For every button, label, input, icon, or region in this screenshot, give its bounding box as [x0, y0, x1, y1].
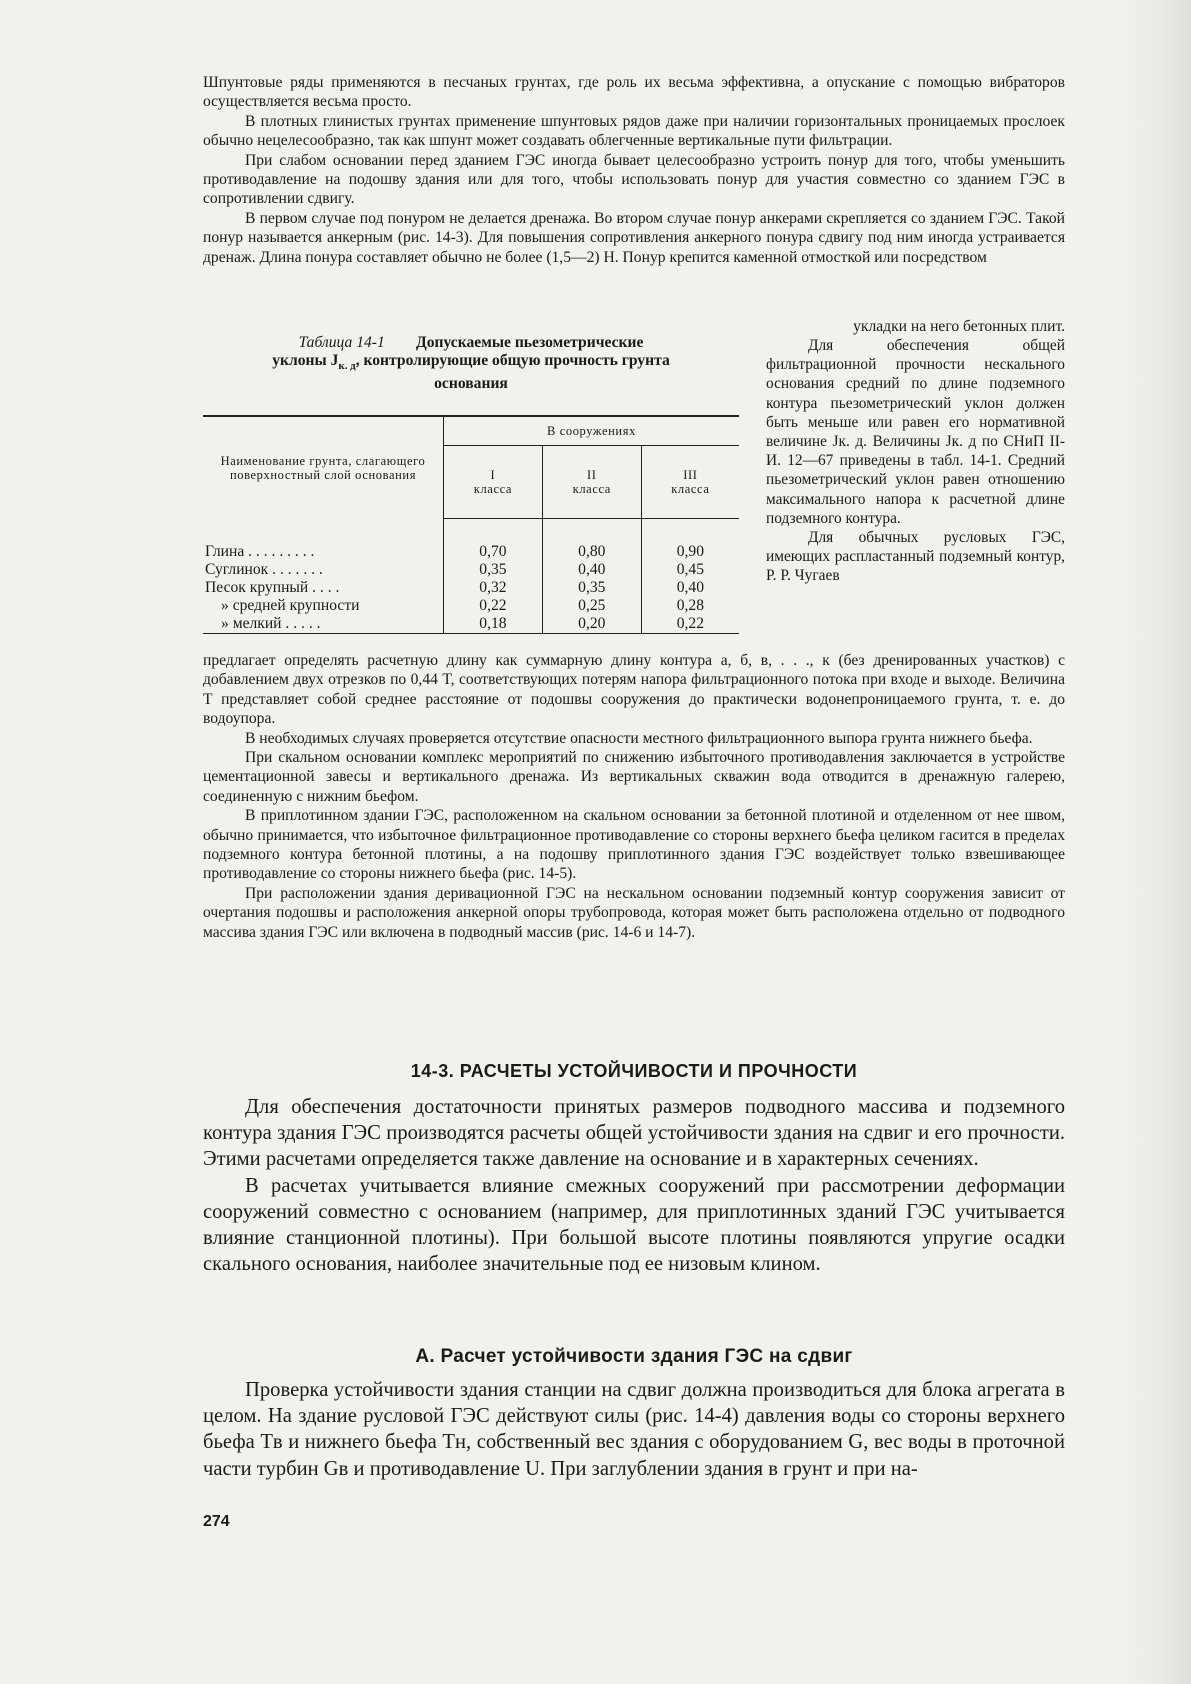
class-header: II класса — [542, 446, 641, 519]
caption-line: , контролирующие общую прочность грунта — [355, 352, 670, 369]
table-row: Суглинок . . . . . . . 0,35 0,40 0,45 — [203, 561, 739, 579]
table-row: Песок крупный . . . . 0,32 0,35 0,40 — [203, 579, 739, 597]
paragraph: В расчетах учитывается влияние смежных сооружений при рассмотрении деформации сооружений совместно с основанием (например, для приплотинных зданий ГЭС учитывается влияние станционной плотины). При большой высоте плотины появляются упругие осадки скального основания, наиболее значительные под ее низовым клином. — [203, 1174, 1065, 1276]
scan-edge-shadow — [1121, 0, 1191, 1684]
paragraph: Проверка устойчивости здания станции на сдвиг должна производиться для блока агрегата в целом. На здание русловой ГЭС действуют силы (рис. 14-4) давления воды со стороны верхнего бьефа Tв и нижнего бьефа Tн, собственный вес здания с оборудованием G, вес воды в проточной части турбин Gв и противодавление U. При заглублении здания в грунт и при на- — [203, 1379, 1065, 1480]
paragraph: При слабом основании перед зданием ГЭС иногда бывает целесообразно устроить понур для того, чтобы уменьшить противодавление на подошву здания или для того, чтобы использовать понур для участия совместно со зданием ГЭС в сопротивлении сдвигу. — [203, 151, 1065, 208]
paragraph: Для обеспечения достаточности принятых размеров подводного массива и подземного контура здания ГЭС производятся расчеты общей устойчивости здания на сдвиг и его прочности. Этими расчетами определяется также давление на основание и в характерных сечениях. — [203, 1096, 1065, 1171]
paragraph: Шпунтовые ряды применяются в песчаных грунтах, где роль их весьма эффективна, а опускание с помощью вибраторов осуществляется весьма просто. — [203, 74, 1065, 111]
subsection-heading: А. Расчет устойчивости здания ГЭС на сдвиг — [415, 1346, 853, 1367]
intro-text — [203, 73, 1065, 267]
class-header: III класса — [641, 446, 739, 519]
table-label: Таблица 14-1 — [298, 334, 385, 351]
section-heading: 14-3. РАСЧЕТЫ УСТОЙЧИВОСТИ И ПРОЧНОСТИ — [410, 1061, 858, 1081]
body-text — [203, 651, 1065, 942]
page-number: 274 — [203, 1513, 230, 1530]
paragraph: В первом случае под понуром не делается дренажа. Во втором случае понур анкерами скрепляется со зданием ГЭС. Такой понур называется анкерным (рис. 14-3). Для повышения сопротивления анкерного понура сдвигу под ним иногда устраивается дренаж. Длина понура составляет обычно не более (1,5—2) H. Понур крепится каменной отмосткой или посредством — [203, 209, 1065, 266]
subsection-text — [203, 1377, 1065, 1482]
table-row: » средней крупности 0,22 0,25 0,28 — [203, 597, 739, 615]
paragraph: Для обеспечения общей фильтрационной прочности нескального основания средний по длине подземного контура пьезометрический уклон должен быть меньше или равен его нормативной величине Jк. д. Величины Jк. д по СНиП II-И. 12—67 приведены в табл. 14-1. Средний пьезометрический уклон равен отношению максимального напора к расчетной длине подземного контура. — [766, 337, 1065, 527]
table-caption — [203, 334, 739, 393]
class-header: I класса — [444, 446, 543, 519]
caption-line: основания — [434, 375, 508, 393]
paragraph: Для обычных русловых ГЭС, имеющих распластанный подземный контур, Р. Р. Чугаев — [766, 529, 1065, 585]
paragraph: предлагает определять расчетную длину как суммарную длину контура а, б, в, . . ., к (без дренированных участков) с добавлением двух отрезков по 0,44 T, соответствующих потерям напора фильтрационного потока при входе и выходе. Величина T представляет собой среднее расстояние от подошвы сооружения до практически водонепроницаемого грунта, т. е. до водоупора. — [203, 652, 1065, 728]
table-row: Глина . . . . . . . . . 0,70 0,80 0,90 — [203, 543, 739, 561]
paragraph: В приплотинном здании ГЭС, расположенном на скальном основании за бетонной плотиной и отделенном от нее швом, обычно принимается, что избыточное фильтрационное противодавление со стороны верхнего бьефа целиком гасится в пределах подземного контура бетонной плотины, а на подошву приплотинного здания ГЭС воздействует только взвешивающее противодавление со стороны нижнего бьефа (рис. 14-5). — [203, 807, 1065, 883]
section-text — [203, 1094, 1065, 1277]
table-row: » мелкий . . . . . 0,18 0,20 0,22 — [203, 615, 739, 634]
right-column-text — [766, 336, 1065, 586]
column-header-soil: Наименование грунта, слагающего поверхностный слой основания — [203, 416, 444, 519]
caption-line: Допускаемые пьезометрические — [415, 334, 644, 351]
group-header: В сооружениях — [444, 416, 740, 446]
caption-line: уклоны J — [272, 352, 339, 369]
paragraph: В плотных глинистых грунтах применение шпунтовых рядов даже при наличии горизонтальных проницаемых прослоек обычно нецелесообразно, так как шпунт может создавать облегченные вертикальные пути фильтрации. — [203, 112, 1065, 150]
slope-table — [203, 415, 739, 634]
paragraph: В необходимых случаях проверяется отсутствие опасности местного фильтрационного выпора грунта нижнего бьефа. — [245, 729, 1033, 747]
table-14-1 — [203, 334, 739, 634]
caption-subscript: к. д — [338, 360, 356, 373]
paragraph: При расположении здания деривационной ГЭС на нескальном основании подземный контур сооружения зависит от очертания подошвы и расположения анкерной опоры трубопровода, которая может быть расположена отдельно от подводного массива здания ГЭС или включена в подводный массив (рис. 14-6 и 14-7). — [203, 884, 1065, 941]
paragraph: При скальном основании комплекс мероприятий по снижению избыточного противодавления заключается в устройстве цементационной завесы и вертикального дренажа. Из вертикальных скважин вода отводится в дренажную галерею, соединенную с нижним бьефом. — [203, 749, 1065, 805]
paragraph-tail: укладки на него бетонных плит. — [853, 318, 1065, 335]
